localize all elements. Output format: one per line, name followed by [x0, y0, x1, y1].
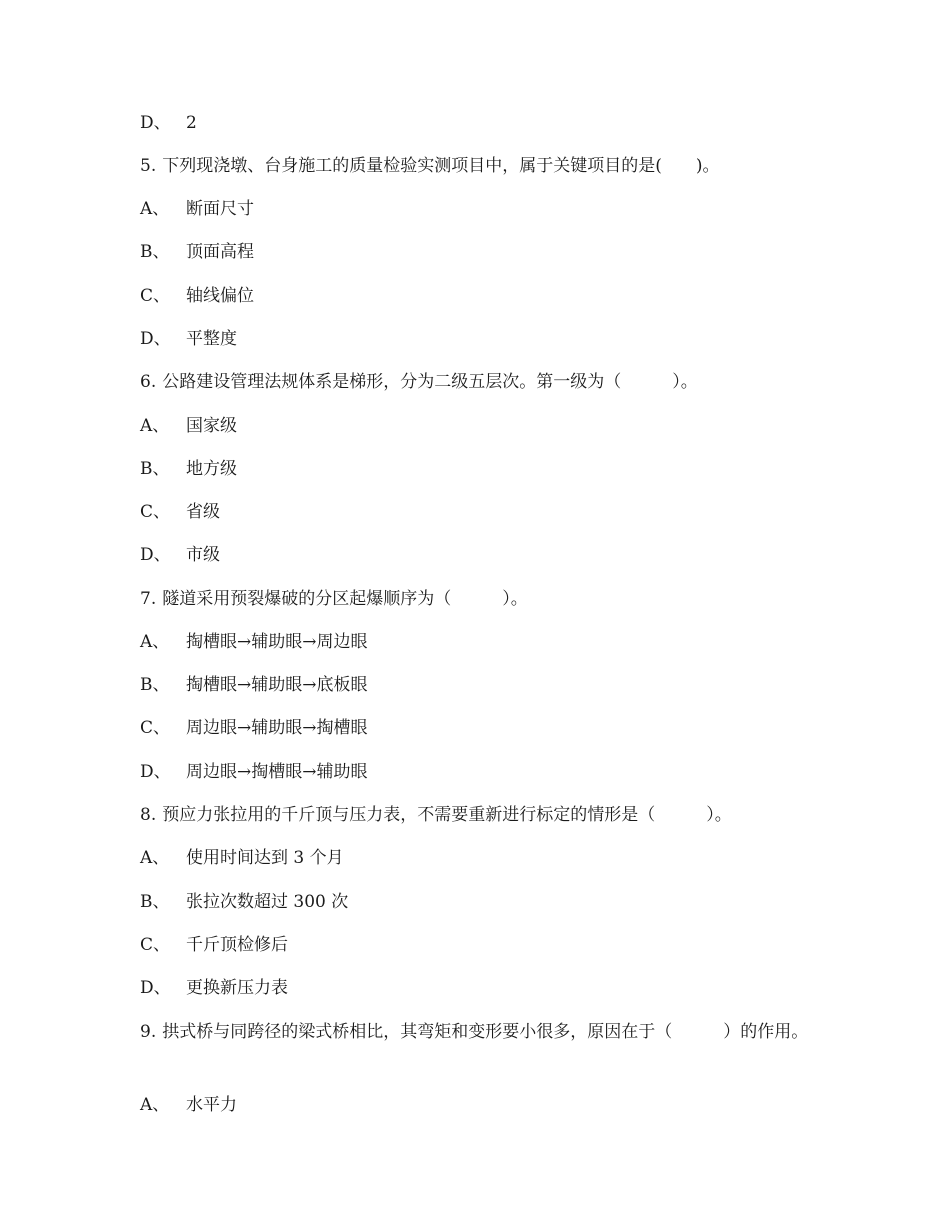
- option-letter: A、: [140, 632, 170, 652]
- question-6-option-b: [140, 457, 237, 481]
- question-5-option-c: [140, 284, 254, 308]
- option-text: 周边眼→掏槽眼→辅助眼: [186, 762, 368, 782]
- option-fragment-d: [140, 111, 197, 135]
- option-text: 千斤顶检修后: [186, 935, 288, 955]
- question-text: 拱式桥与同跨径的梁式桥相比，其弯矩和变形要小很多，原因在于（ ）的作用。: [162, 1022, 809, 1042]
- option-text: 掏槽眼→辅助眼→底板眼: [186, 675, 368, 695]
- question-8-option-c: [140, 933, 288, 957]
- question-9-stem: [140, 1020, 820, 1044]
- option-letter: B、: [140, 675, 170, 695]
- option-text: 更换新压力表: [186, 978, 288, 998]
- question-5-option-b: [140, 240, 254, 264]
- option-letter: C、: [140, 935, 171, 955]
- question-text: 隧道采用预裂爆破的分区起爆顺序为（ ）。: [162, 589, 528, 609]
- question-7-option-d: [140, 760, 368, 784]
- question-7-option-a: [140, 630, 368, 654]
- option-text: 断面尺寸: [186, 199, 254, 219]
- question-text: 公路建设管理法规体系是梯形，分为二级五层次。第一级为（ ）。: [162, 372, 698, 392]
- option-letter: C、: [140, 718, 171, 738]
- option-letter: A、: [140, 1095, 170, 1115]
- option-letter: A、: [140, 199, 170, 219]
- option-text: 水平力: [186, 1095, 237, 1115]
- question-5-option-a: [140, 197, 254, 221]
- question-6-stem: [140, 370, 698, 394]
- question-9-option-a: [140, 1093, 237, 1117]
- question-7-stem: [140, 587, 528, 611]
- option-letter: D、: [140, 113, 171, 133]
- option-letter: B、: [140, 242, 170, 262]
- option-letter: C、: [140, 502, 171, 522]
- question-number: 8.: [140, 805, 157, 825]
- question-8-option-d: [140, 976, 288, 1000]
- option-letter: B、: [140, 459, 170, 479]
- question-number: 6.: [140, 372, 157, 392]
- option-letter: D、: [140, 329, 171, 349]
- question-6-option-d: [140, 543, 220, 567]
- question-text: 下列现浇墩、台身施工的质量检验实测项目中，属于关键项目的是( )。: [162, 156, 720, 176]
- option-text: 轴线偏位: [186, 286, 254, 306]
- question-6-option-c: [140, 500, 220, 524]
- question-5-stem: [140, 154, 720, 178]
- question-8-option-b: [140, 890, 348, 914]
- option-text: 2: [186, 113, 197, 133]
- option-text: 地方级: [186, 459, 237, 479]
- option-letter: D、: [140, 762, 171, 782]
- question-8-stem: [140, 803, 732, 827]
- option-text: 张拉次数超过 300 次: [186, 892, 349, 912]
- question-number: 9.: [140, 1022, 157, 1042]
- question-number: 7.: [140, 589, 157, 609]
- question-5-option-d: [140, 327, 237, 351]
- option-text: 顶面高程: [186, 242, 254, 262]
- option-letter: B、: [140, 892, 170, 912]
- option-text: 平整度: [186, 329, 237, 349]
- option-letter: D、: [140, 978, 171, 998]
- option-text: 使用时间达到 3 个月: [186, 848, 344, 868]
- option-letter: D、: [140, 545, 171, 565]
- option-text: 周边眼→辅助眼→掏槽眼: [186, 718, 368, 738]
- question-6-option-a: [140, 414, 237, 438]
- question-8-option-a: [140, 846, 344, 870]
- option-text: 国家级: [186, 416, 237, 436]
- option-letter: A、: [140, 848, 170, 868]
- option-text: 掏槽眼→辅助眼→周边眼: [186, 632, 368, 652]
- option-letter: A、: [140, 416, 170, 436]
- question-text: 预应力张拉用的千斤顶与压力表，不需要重新进行标定的情形是（ ）。: [162, 805, 732, 825]
- option-text: 市级: [186, 545, 220, 565]
- question-7-option-c: [140, 716, 368, 740]
- question-7-option-b: [140, 673, 368, 697]
- option-text: 省级: [186, 502, 220, 522]
- option-letter: C、: [140, 286, 171, 306]
- question-number: 5.: [140, 156, 157, 176]
